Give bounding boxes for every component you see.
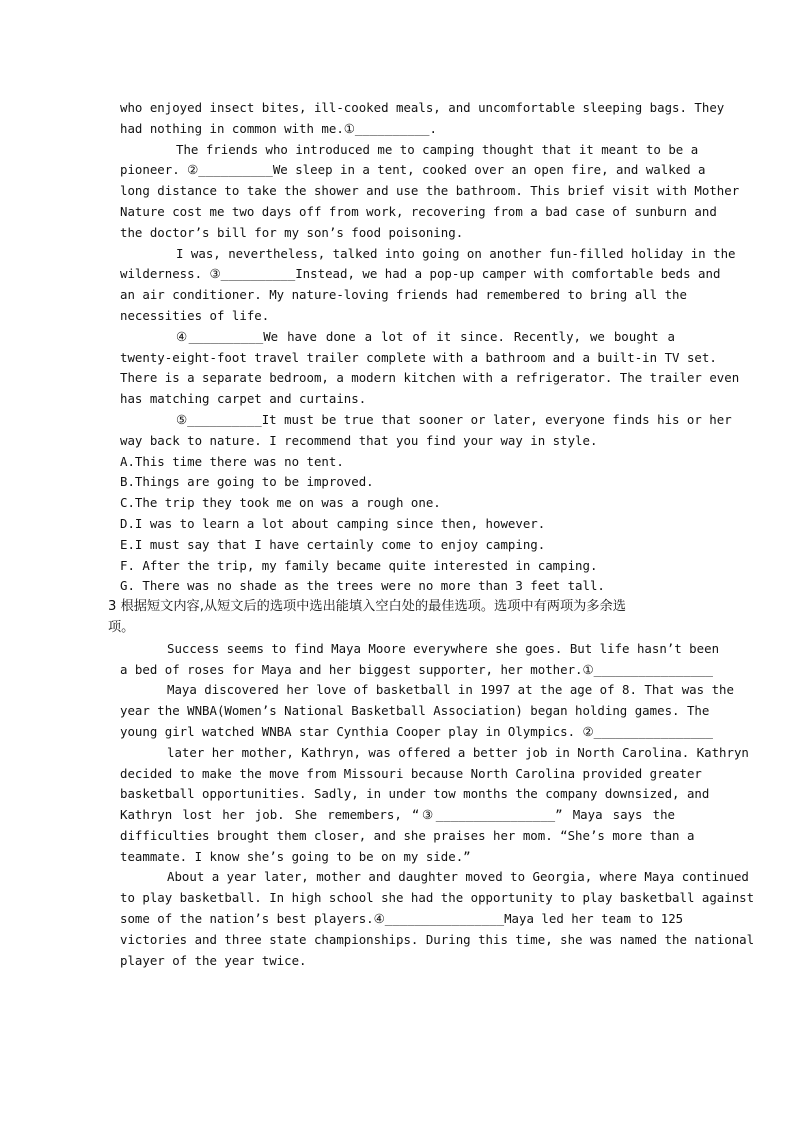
passage-line: twenty-eight-foot travel trailer complete with a bathroom and a built-in TV set. bbox=[120, 349, 717, 365]
passage-line-blank-2: pioneer. ②__________We sleep in a tent, cooked over an open fire, and walked a bbox=[120, 162, 706, 178]
passage-line-blank-1: a bed of roses for Maya and her biggest supporter, her mother.①________________ bbox=[120, 661, 713, 677]
option-a: A.This time there was no tent. bbox=[120, 453, 344, 469]
option-c: C.The trip they took me on was a rough one. bbox=[120, 495, 441, 511]
passage-line: victories and three state championships. During this time, she was named the national bbox=[120, 931, 755, 947]
passage-line-blank-5: ⑤__________It must be true that sooner or later, everyone finds his or her bbox=[176, 411, 732, 427]
passage-paragraph-start: I was, nevertheless, talked into going on another fun-filled holiday in the bbox=[176, 245, 736, 261]
passage-line: long distance to take the shower and use the bathroom. This brief visit with Mother bbox=[120, 183, 740, 199]
passage-line: to play basketball. In high school she had the opportunity to play basketball against bbox=[120, 890, 755, 906]
passage-paragraph-start: Maya discovered her love of basketball in 1997 at the age of 8. That was the bbox=[167, 682, 734, 698]
passage-line-blank-1: had nothing in common with me.①__________. bbox=[120, 120, 437, 136]
passage-paragraph-start: The friends who introduced me to camping thought that it meant to be a bbox=[176, 141, 699, 157]
passage-line: has matching carpet and curtains. bbox=[120, 391, 367, 407]
option-b: B.Things are going to be improved. bbox=[120, 474, 374, 490]
option-f: F. After the trip, my family became quite interested in camping. bbox=[120, 557, 598, 573]
passage-line-blank-3: wilderness. ③__________Instead, we had a pop-up camper with comfortable beds and bbox=[120, 266, 721, 282]
passage-line-blank-4: some of the nation’s best players.④________________Maya led her team to 125 bbox=[120, 911, 684, 927]
passage-paragraph-start: Success seems to find Maya Moore everywhere she goes. But life hasn’t been bbox=[167, 640, 720, 656]
option-d: D.I was to learn a lot about camping since then, however. bbox=[120, 515, 546, 531]
passage-line: There is a separate bedroom, a modern kitchen with a refrigerator. The trailer even bbox=[120, 370, 740, 386]
question-3-instruction: 3 根据短文内容,从短文后的选项中选出能填入空白处的最佳选项。选项中有两项为多余选 bbox=[108, 599, 626, 615]
passage-line: basketball opportunities. Sadly, in under tow months the company downsized, and bbox=[120, 786, 710, 802]
passage-line: year the WNBA(Women’s National Basketball Association) began holding games. The bbox=[120, 703, 710, 719]
passage-line: decided to make the move from Missouri because North Carolina provided greater bbox=[120, 765, 702, 781]
passage-paragraph-start: About a year later, mother and daughter moved to Georgia, where Maya continued bbox=[167, 869, 749, 885]
question-3-instruction-cont: 项。 bbox=[108, 619, 135, 635]
passage-line: difficulties brought them closer, and she praises her mom. “She’s more than a bbox=[120, 827, 695, 843]
passage-line: way back to nature. I recommend that you find your way in style. bbox=[120, 432, 598, 448]
passage-line-blank-2: young girl watched WNBA star Cynthia Cooper play in Olympics. ②________________ bbox=[120, 723, 713, 739]
passage-line: later her mother, Kathryn, was offered a better job in North Carolina. Kathryn bbox=[167, 744, 749, 760]
passage-line: an air conditioner. My nature-loving friends had remembered to bring all the bbox=[120, 287, 687, 303]
option-e: E.I must say that I have certainly come to enjoy camping. bbox=[120, 536, 546, 552]
option-g: G. There was no shade as the trees were no more than 3 feet tall. bbox=[120, 578, 605, 594]
passage-line-blank-3: Kathryn lost her job. She remembers, “③________________” Maya says the bbox=[120, 807, 675, 823]
passage-line: who enjoyed insect bites, ill-cooked meals, and uncomfortable sleeping bags. They bbox=[120, 100, 725, 115]
passage-line: teammate. I know she’s going to be on my side.” bbox=[120, 848, 471, 864]
passage-line: necessities of life. bbox=[120, 307, 270, 323]
passage-line: player of the year twice. bbox=[120, 952, 307, 968]
passage-line: Nature cost me two days off from work, recovering from a bad case of sunburn and bbox=[120, 203, 717, 219]
document-page bbox=[108, 98, 755, 971]
passage-line: the doctor’s bill for my son’s food poisoning. bbox=[120, 224, 464, 240]
passage-line-blank-4: ④__________We have done a lot of it since. Recently, we bought a bbox=[176, 328, 675, 344]
